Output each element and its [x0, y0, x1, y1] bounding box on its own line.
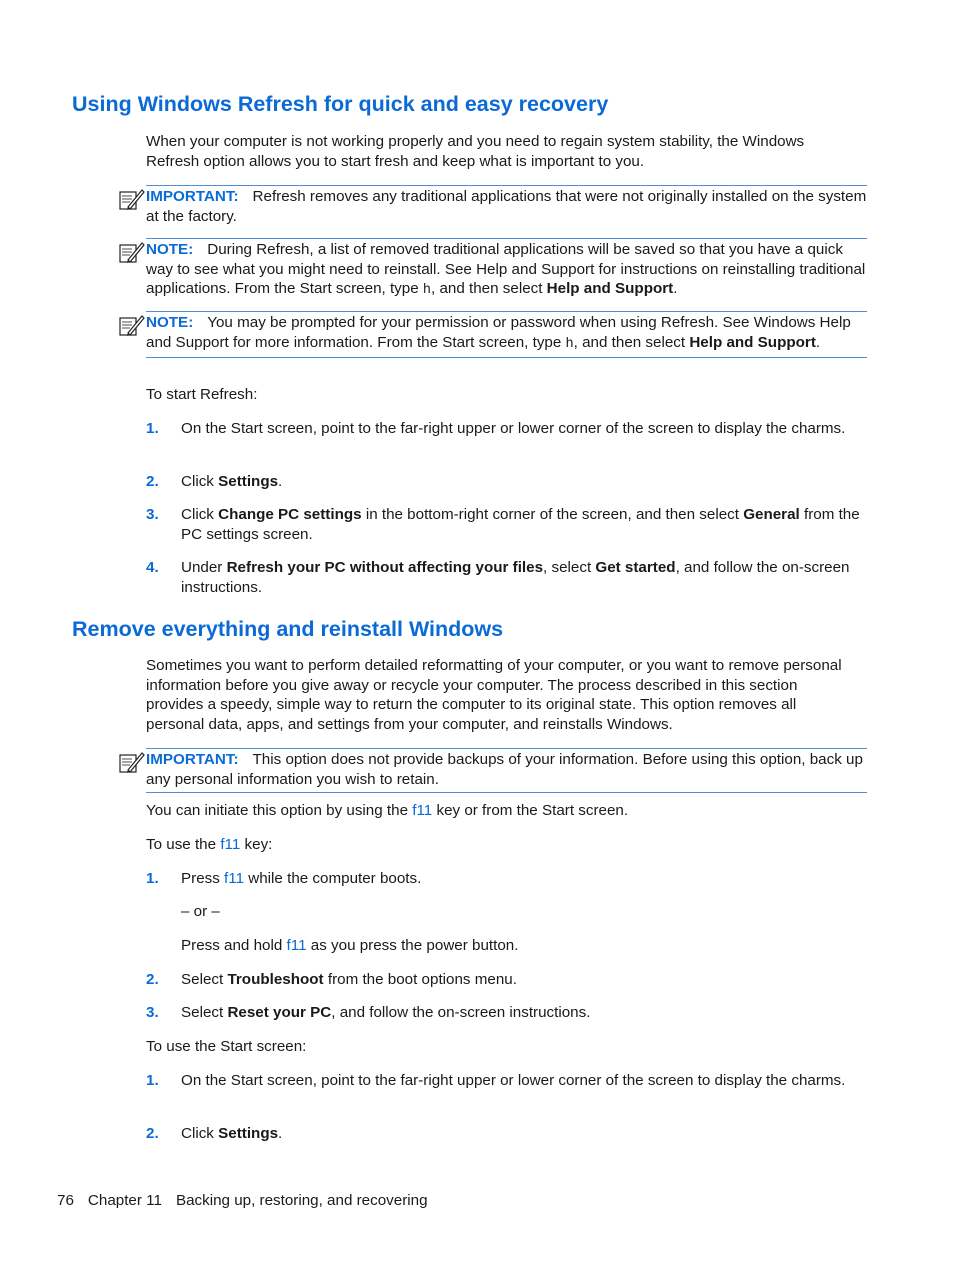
- f11-key: f11: [286, 937, 307, 954]
- text-part: To use the: [146, 836, 221, 853]
- step-text: [181, 1124, 861, 1144]
- note-text: .: [673, 280, 678, 297]
- step-number: 1.: [146, 420, 159, 437]
- step-bold: Troubleshoot: [227, 971, 324, 988]
- use-key-label: [146, 835, 856, 855]
- step-bold: General: [743, 506, 800, 523]
- step-text: [181, 558, 861, 597]
- refresh-intro: When your computer is not working properly and you need to regain system stability, the Windows Refresh option allows you to start fresh and keep what is important to you.: [146, 133, 805, 170]
- step-bold: Reset your PC: [227, 1004, 332, 1021]
- important-label: IMPORTANT:: [146, 751, 239, 768]
- section-heading-refresh: Using Windows Refresh for quick and easy recovery: [72, 92, 609, 116]
- step-text-part: Click: [181, 473, 219, 490]
- step-number: 4.: [146, 559, 159, 576]
- note-pencil-icon: [118, 313, 145, 337]
- initiate-text: [146, 801, 856, 821]
- step-number: 3.: [146, 1004, 159, 1021]
- important-note-backup: [146, 748, 867, 793]
- step-text-part: Select: [181, 1004, 228, 1021]
- chapter-label: Chapter 11: [87, 1192, 162, 1209]
- note-text: , and then select: [573, 333, 690, 351]
- step-text: On the Start screen, point to the far-right upper or lower corner of the screen to display the charms.: [181, 1072, 846, 1089]
- step-text-part: Press: [181, 870, 225, 887]
- page-footer: [57, 1192, 442, 1209]
- step-bold: Refresh your PC without affecting your files: [226, 559, 544, 576]
- step-text-part: Select: [181, 971, 228, 988]
- step-text: [181, 505, 861, 544]
- note-text: During Refresh, a list of removed traditional applications will be saved so that you have a quick way to see what you might need to reinstall. See Help and Support for instructions on reinstalling traditional applications. From the Start screen, type: [146, 241, 866, 297]
- step-text-part: from the PC settings screen.: [181, 506, 860, 543]
- step-bold: Settings: [218, 473, 279, 490]
- step-text: On the Start screen, point to the far-right upper or lower corner of the screen to display the charms.: [181, 420, 846, 437]
- text-part: You can initiate this option by using the: [146, 802, 413, 819]
- note-text: You may be prompted for your permission or password when using Refresh. See Windows Help and Support for more information. From the Start screen, type: [146, 314, 851, 351]
- step-text-part: Under: [181, 559, 227, 576]
- step-text-part: from the boot options menu.: [323, 971, 517, 988]
- step-text-part: in the bottom-right corner of the screen, and then select: [361, 506, 744, 523]
- step-text-part: , and follow the on-screen instructions.: [181, 559, 850, 596]
- step-text: [181, 869, 861, 889]
- important-pencil-icon: [118, 750, 145, 774]
- important-note-refresh: [146, 185, 867, 226]
- start-refresh-label: To start Refresh:: [146, 386, 258, 403]
- step-number: 2.: [146, 1125, 159, 1142]
- or-separator: – or –: [181, 903, 220, 920]
- step-number: 3.: [146, 506, 159, 523]
- step-number: 2.: [146, 971, 159, 988]
- step-text-part: .: [278, 1125, 283, 1142]
- step-text-part: Click: [181, 506, 219, 523]
- step-bold: Change PC settings: [218, 506, 362, 523]
- text-part: key or from the Start screen.: [432, 802, 629, 819]
- important-text: Refresh removes any traditional applications that were not originally installed on the system at the factory.: [146, 188, 867, 225]
- note-pencil-icon: [118, 240, 145, 264]
- use-start-label: To use the Start screen:: [146, 1038, 307, 1055]
- step-text: [181, 970, 861, 990]
- note-permission: [146, 311, 867, 358]
- step-text-part: , select: [543, 559, 596, 576]
- note-code: h: [565, 336, 574, 352]
- note-label: NOTE:: [146, 241, 194, 258]
- text-part: as you press the power button.: [306, 937, 519, 954]
- important-text: This option does not provide backups of your information. Before using this option, back up any personal information you wish to retain.: [146, 751, 863, 788]
- page-number: 76: [57, 1192, 74, 1209]
- reinstall-intro: Sometimes you want to perform detailed reformatting of your computer, or you want to remove personal information before you give away or recycle your computer. The process described in this section provides a speedy, simple way to return the computer to its original state. This option removes all personal data, apps, and settings from your computer, and reinstalls Windows.: [146, 657, 842, 733]
- f11-key: f11: [412, 802, 433, 819]
- note-bold: Help and Support: [689, 333, 816, 351]
- step-text: [181, 1003, 861, 1023]
- step-bold: Get started: [595, 559, 676, 576]
- step-text-part: while the computer boots.: [244, 870, 422, 887]
- important-label: IMPORTANT:: [146, 188, 239, 205]
- step-bold: Settings: [218, 1125, 279, 1142]
- note-code: h: [422, 283, 431, 298]
- press-hold-text: [181, 936, 861, 956]
- step-number: 1.: [146, 1072, 159, 1089]
- chapter-title: Backing up, restoring, and recovering: [175, 1192, 428, 1209]
- text-part: Press and hold: [181, 937, 287, 954]
- note-text: .: [815, 333, 821, 351]
- note-text: , and then select: [431, 280, 547, 297]
- f11-key: f11: [220, 836, 241, 853]
- f11-key: f11: [224, 870, 245, 887]
- step-number: 2.: [146, 473, 159, 490]
- note-reinstall-apps: [146, 238, 867, 301]
- note-label: NOTE:: [146, 314, 194, 331]
- step-text-part: Click: [181, 1125, 219, 1142]
- text-part: key:: [240, 836, 273, 853]
- important-pencil-icon: [118, 187, 145, 211]
- step-number: 1.: [146, 870, 159, 887]
- step-text-part: .: [278, 473, 283, 490]
- step-text: [181, 472, 861, 492]
- note-bold: Help and Support: [546, 280, 674, 297]
- step-text-part: , and follow the on-screen instructions.: [331, 1004, 591, 1021]
- section-heading-reinstall: Remove everything and reinstall Windows: [72, 617, 504, 641]
